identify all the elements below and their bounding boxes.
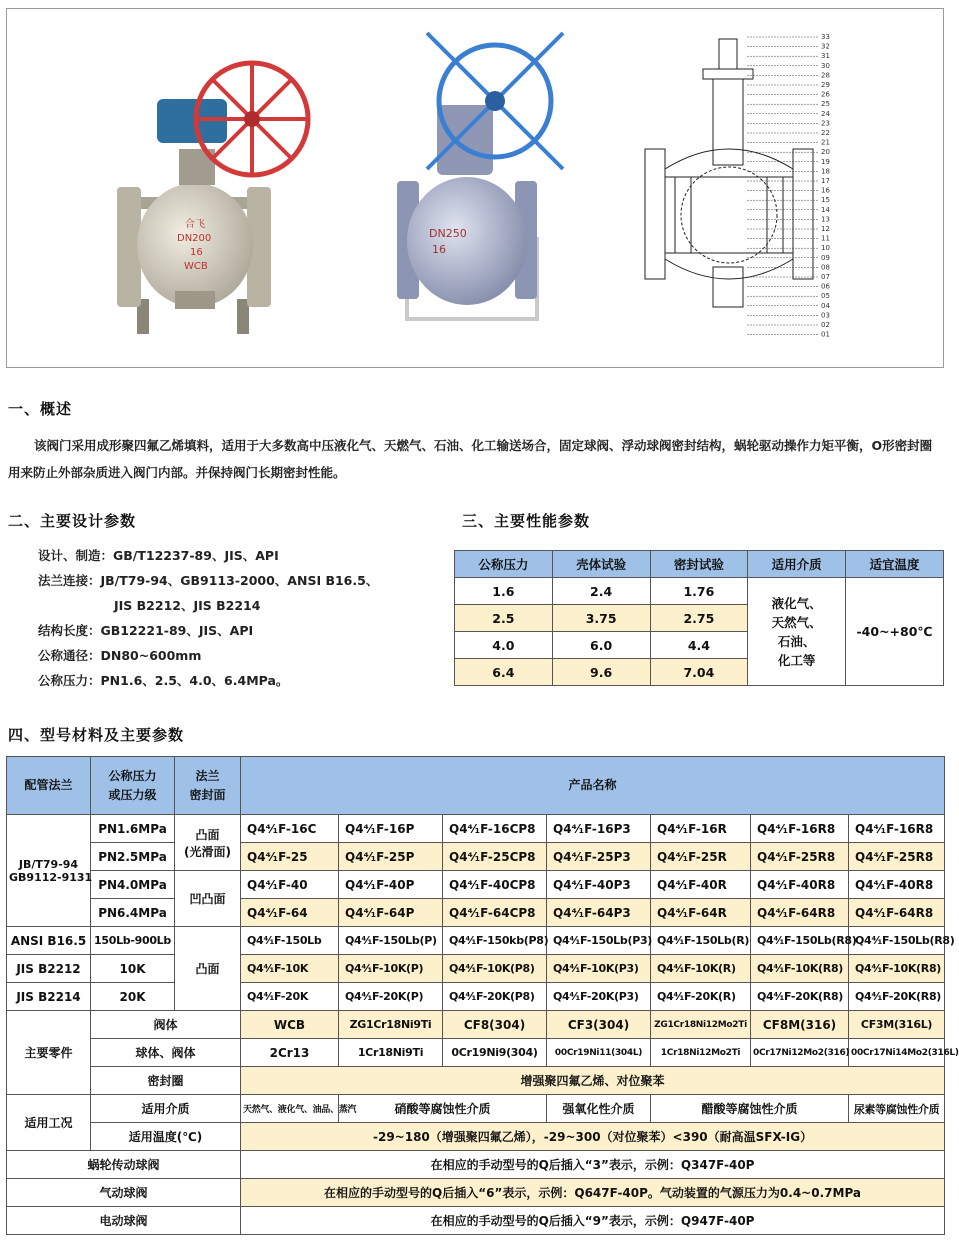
cell: 天然气、液化气、油品、蒸汽 [241,1095,339,1123]
model-cell: Q4⁴⁄₁F-25CP8 [443,843,547,871]
param-line: 法兰连接：JB/T79-94、GB9113-2000、ANSI B16.5、 [38,573,379,588]
cell: 2.5 [455,605,553,632]
valve-marking: WCB [184,261,208,272]
model-cell: Q4⁴⁄₁F-150Lb(P) [339,927,443,955]
cell: 2.4 [552,578,650,605]
cell: 0Cr17Ni12Mo2(316) [751,1039,849,1067]
media-line: 石油、 [777,633,816,649]
media-line: 液化气、 [771,595,822,611]
param-line: 结构长度：GB12221-89、JIS、API [38,623,254,638]
temp-cell: -40~+80℃ [846,578,944,686]
model-cell: Q4⁴⁄₁F-150Lb(R8) [751,927,849,955]
flange-cell: ANSI B16.5 [7,927,91,955]
model-cell: Q4⁴⁄₁F-150Lb(R) [651,927,751,955]
header-product: 产品名称 [241,757,945,815]
part-number: 31 [821,52,830,61]
table-row [7,927,945,955]
part-number: 07 [821,273,830,281]
valve-marking: DN200 [177,233,212,244]
cell: 2Cr13 [241,1039,339,1067]
media-line: 化工等 [777,652,816,668]
param-line: JIS B2212、JIS B2214 [114,598,261,613]
part-number: 11 [821,234,830,243]
part-number: 01 [821,330,830,339]
model-cell: Q4⁴⁄₁F-20K(P) [339,983,443,1011]
header-flange: 配管法兰 [7,757,91,815]
part-number: 04 [821,301,830,310]
performance-table [454,550,944,686]
seal-group-concave: 凹凸面 [175,871,241,927]
model-cell: Q4⁴⁄₁F-40P3 [547,871,651,899]
media-line: 天然气、 [771,614,822,630]
header-cell: 适宜温度 [846,551,944,578]
cell: 4.0 [455,632,553,659]
drive-row [7,1207,945,1235]
model-cell: Q4⁴⁄₁F-16CP8 [443,815,547,843]
model-cell: Q4⁴⁄₁F-16P3 [547,815,651,843]
part-number: 05 [821,292,830,301]
model-cell: Q4⁴⁄₁F-10K(R8) [751,955,849,983]
cell: CF3M(316L) [849,1011,945,1039]
cell: 9.6 [552,659,650,686]
part-number: 18 [821,167,830,176]
part-number: 30 [821,61,830,70]
part-number: 22 [821,129,830,137]
flange-group-jb: JB/T79-94 GB9112-9131 [7,815,91,927]
table-row [7,815,945,843]
model-cell: Q4⁴⁄₁F-25P3 [547,843,651,871]
pressure-cell: PN6.4MPa [91,899,175,927]
cell: 7.04 [650,659,748,686]
row-label: 蜗轮传动球阀 [7,1151,241,1179]
model-cell: Q4⁴⁄₁F-16R8 [849,815,945,843]
model-cell: Q4⁴⁄₁F-150Lb(P3) [547,927,651,955]
section-title-models: 四、型号材料及主要参数 [8,726,185,744]
model-cell: Q4⁴⁄₁F-10K(R) [651,955,751,983]
cell: CF3(304) [547,1011,651,1039]
model-cell: Q4⁴⁄₁F-25P [339,843,443,871]
pressure-cell: 10K [91,955,175,983]
cell: 0Cr19Ni9(304) [443,1039,547,1067]
cell: 强氧化性介质 [547,1095,651,1123]
row-label: 适用温度(℃) [91,1123,241,1151]
model-cell: Q4⁴⁄₁F-20K(P8) [443,983,547,1011]
pressure-cell: PN1.6MPa [91,815,175,843]
cell: 3.75 [552,605,650,632]
model-cell: Q4⁴⁄₁F-40R [651,871,751,899]
model-cell: Q4⁴⁄₁F-40R8 [849,871,945,899]
model-cell: Q4⁴⁄₁F-25R [651,843,751,871]
cell: 4.4 [650,632,748,659]
part-number: 24 [821,109,830,118]
part-number: 06 [821,282,830,291]
row-label: 电动球阀 [7,1207,241,1235]
part-number: 12 [821,225,830,233]
product-image-panel [6,8,944,368]
cell: 硝酸等腐蚀性介质 [339,1095,547,1123]
cell: 尿素等腐蚀性介质 [849,1095,945,1123]
cell: 00Cr17Ni14Mo2(316L) [849,1039,945,1067]
part-number: 32 [821,42,830,51]
part-number: 26 [821,90,830,99]
cell: 6.4 [455,659,553,686]
model-cell: Q4⁴⁄₁F-64R8 [751,899,849,927]
section-title-performance: 三、主要性能参数 [462,512,591,530]
row-label: 密封圈 [91,1067,241,1095]
table-row [7,955,945,983]
table-row [7,871,945,899]
valve-marking: 合飞 [185,219,205,230]
part-number: 33 [821,33,830,41]
part-number: 20 [821,148,830,157]
param-line: 设计、制造：GB/T12237-89、JIS、API [38,548,279,563]
model-cell: Q4⁴⁄₁F-64P3 [547,899,651,927]
model-cell: Q4⁴⁄₁F-64R [651,899,751,927]
cell: 1Cr18Ni12Mo2Ti [651,1039,751,1067]
parts-body-row [7,1011,945,1039]
model-cell: Q4⁴⁄₁F-16R [651,815,751,843]
param-line: 公称压力：PN1.6、2.5、4.0、6.4MPa。 [38,673,289,688]
cell: -29~180（增强聚四氟乙烯），-29~300（对位聚苯）<390（耐高温SFX-IG） [241,1123,945,1151]
part-number: 21 [821,138,830,147]
model-cell: Q4⁴⁄₁F-10K [241,955,339,983]
part-number: 28 [821,71,830,80]
model-cell: Q4⁴⁄₁F-64P [339,899,443,927]
table-row [7,983,945,1011]
model-cell: Q4⁴⁄₁F-64CP8 [443,899,547,927]
header-cell: 壳体试验 [552,551,650,578]
valve-marking: DN250 [429,227,467,240]
model-cell: Q4⁴⁄₁F-64 [241,899,339,927]
model-cell: Q4⁴⁄₁F-20K [241,983,339,1011]
model-cell: Q4⁴⁄₁F-16P [339,815,443,843]
part-number: 25 [821,100,830,109]
part-number: 17 [821,177,830,185]
seal-group-raised: 凸面 [175,927,241,1011]
manual-ball-valve [397,33,563,319]
cell: ZG1Cr18Ni9Ti [339,1011,443,1039]
valve-illustrations [7,9,943,367]
flange-cell: JIS B2212 [7,955,91,983]
row-label: 球体、阀体 [91,1039,241,1067]
section-title-design: 二、主要设计参数 [8,512,137,530]
valve-section-drawing [645,39,813,307]
model-cell: Q4⁴⁄₁F-10K(P) [339,955,443,983]
part-number: 16 [821,186,830,195]
model-cell: Q4⁴⁄₁F-150kb(P8) [443,927,547,955]
model-cell: Q4⁴⁄₁F-25R8 [751,843,849,871]
part-number: 13 [821,215,830,224]
model-cell: Q4⁴⁄₁F-20K(R) [651,983,751,1011]
cell: 1Cr18Ni9Ti [339,1039,443,1067]
pressure-cell: 150Lb-900Lb [91,927,175,955]
part-number: 09 [821,253,830,262]
cell: CF8(304) [443,1011,547,1039]
model-cell: Q4⁴⁄₁F-150Lb(R8) [849,927,945,955]
cell: CF8M(316) [751,1011,849,1039]
pressure-cell: PN2.5MPa [91,843,175,871]
valve-marking: 16 [432,243,446,256]
seal-group-flat: 凸面 (光滑面) [175,815,241,871]
cell: 在相应的手动型号的Q后插入“6”表示，示例：Q647F-40P。气动装置的气源压力为0.4~0.7MPa [241,1179,945,1207]
row-label: 阀体 [91,1011,241,1039]
cell: 6.0 [552,632,650,659]
model-cell: Q4⁴⁄₁F-40CP8 [443,871,547,899]
cell: 在相应的手动型号的Q后插入“9”表示，示例：Q947F-40P [241,1207,945,1235]
cell: 在相应的手动型号的Q后插入“3”表示，示例：Q347F-40P [241,1151,945,1179]
model-cell: Q4⁴⁄₁F-16C [241,815,339,843]
cell: WCB [241,1011,339,1039]
model-cell: Q4⁴⁄₁F-40 [241,871,339,899]
header-pressure: 公称压力 或压力级 [91,757,175,815]
model-cell: Q4⁴⁄₁F-20K(R8) [751,983,849,1011]
part-number-list [747,33,830,339]
cell: 1.76 [650,578,748,605]
part-number: 14 [821,205,830,214]
parts-seal-row [7,1067,945,1095]
media-cell [748,578,846,686]
model-cell: Q4⁴⁄₁F-20K(P3) [547,983,651,1011]
pressure-cell: 20K [91,983,175,1011]
part-number: 02 [821,321,830,329]
part-number: 23 [821,119,830,128]
parts-label: 主要零件 [7,1011,91,1095]
part-number: 10 [821,244,830,253]
conditions-temp-row [7,1123,945,1151]
model-cell: Q4⁴⁄₁F-150Lb [241,927,339,955]
part-number: 15 [821,196,830,205]
model-cell: Q4⁴⁄₁F-25 [241,843,339,871]
header-seal: 法兰 密封面 [175,757,241,815]
table-row [7,843,945,871]
valve-marking: 16 [190,247,203,258]
part-number: 03 [821,311,830,320]
flange-cell: JIS B2214 [7,983,91,1011]
table-row [7,899,945,927]
overview-text: 该阀门采用成形聚四氟乙烯填料，适用于大多数高中压液化气、天燃气、石油、化工输送场合，固定球阀、浮动球阀密封结构，蜗轮驱动操作力矩平衡，O形密封圈用来防止外部杂质进入阀门内部。并保持阀门长期密封性能。 [8,438,933,480]
part-number: 08 [821,263,830,272]
model-cell: Q4⁴⁄₁F-16R8 [751,815,849,843]
design-params [38,543,378,693]
cell: 2.75 [650,605,748,632]
cell: 00Cr19Ni11(304L) [547,1039,651,1067]
header-cell: 适用介质 [748,551,846,578]
model-table [6,756,959,1235]
drive-row [7,1151,945,1179]
model-cell: Q4⁴⁄₁F-20K(R8) [849,983,945,1011]
pressure-cell: PN4.0MPa [91,871,175,899]
conditions-label: 适用工况 [7,1095,91,1151]
worm-gear-ball-valve [117,63,308,334]
header-cell: 公称压力 [455,551,553,578]
row-label: 适用介质 [91,1095,241,1123]
model-cell: Q4⁴⁄₁F-10K(R8) [849,955,945,983]
conditions-media-row [7,1095,945,1123]
model-cell: Q4⁴⁄₁F-40R8 [751,871,849,899]
header-cell: 密封试验 [650,551,748,578]
part-number: 29 [821,81,830,89]
row-label: 气动球阀 [7,1179,241,1207]
model-cell: Q4⁴⁄₁F-25R8 [849,843,945,871]
model-cell: Q4⁴⁄₁F-64R8 [849,899,945,927]
part-number: 19 [821,157,830,166]
model-cell: Q4⁴⁄₁F-10K(P3) [547,955,651,983]
cell: 1.6 [455,578,553,605]
drive-row [7,1179,945,1207]
section-title-overview: 一、概述 [8,400,73,418]
table-row [455,578,944,605]
model-cell: Q4⁴⁄₁F-40P [339,871,443,899]
cell: 醋酸等腐蚀性介质 [651,1095,849,1123]
model-cell: Q4⁴⁄₁F-10K(P8) [443,955,547,983]
param-line: 公称通径：DN80~600mm [38,648,202,663]
cell: ZG1Cr18Ni12Mo2Ti [651,1011,751,1039]
parts-ball-row [7,1039,945,1067]
cell: 增强聚四氟乙烯、对位聚苯 [241,1067,945,1095]
